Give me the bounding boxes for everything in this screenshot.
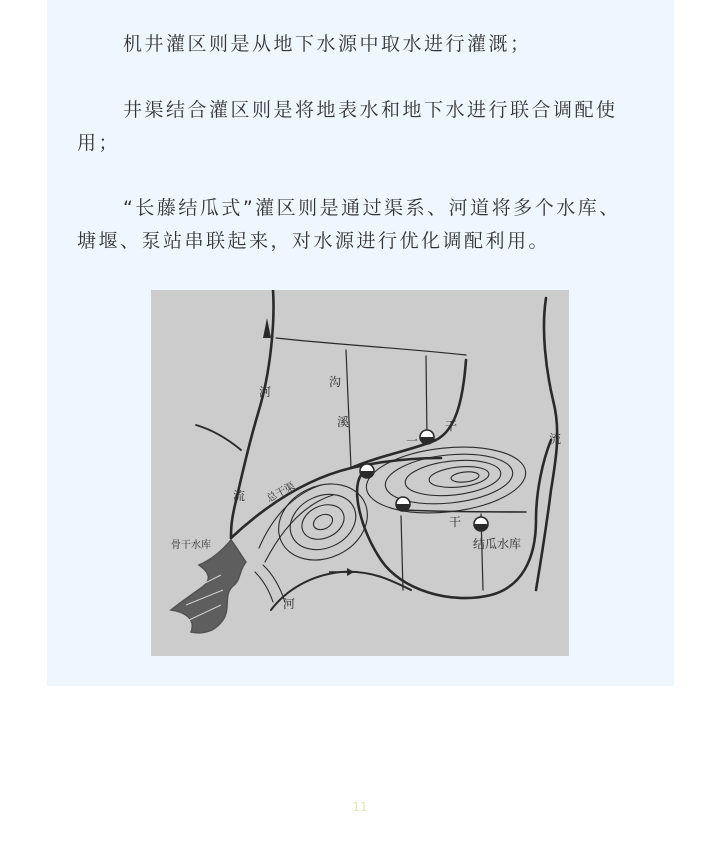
paragraph-well-irrigation: 机井灌区则是从地下水源中取水进行灌溉； bbox=[123, 33, 532, 55]
irrigation-map-figure bbox=[151, 290, 569, 656]
label-branch-gan-2: 干 bbox=[449, 515, 462, 529]
page-number: 11 bbox=[352, 800, 368, 814]
label-melon-reservoir: 结瓜水库 bbox=[473, 537, 522, 551]
content-card bbox=[47, 0, 674, 686]
label-gully: 沟 bbox=[329, 375, 342, 389]
paragraph-well-canal-irrigation: 井渠结合灌区则是将地表水和地下水进行联合调配使用； bbox=[77, 99, 618, 154]
label-flow-1: 流 bbox=[233, 489, 246, 503]
label-flow-2: 流 bbox=[549, 432, 562, 446]
label-stream: 溪 bbox=[337, 415, 350, 429]
label-backbone-reservoir: 骨干水库 bbox=[171, 540, 211, 551]
label-river-1: 河 bbox=[259, 385, 272, 399]
irrigation-map bbox=[151, 290, 569, 656]
label-river-2: 河 bbox=[283, 597, 296, 611]
label-main-canal: 总干渠 bbox=[265, 480, 297, 505]
paragraph-melon-vine-irrigation: “长藤结瓜式”灌区则是通过渠系、河道将多个水库、塘堰、泵站串联起来，对水源进行优化调配利用。 bbox=[77, 197, 621, 252]
label-branch-gan-1: 干 bbox=[445, 419, 458, 433]
label-branch-yi: 一 bbox=[406, 434, 419, 448]
